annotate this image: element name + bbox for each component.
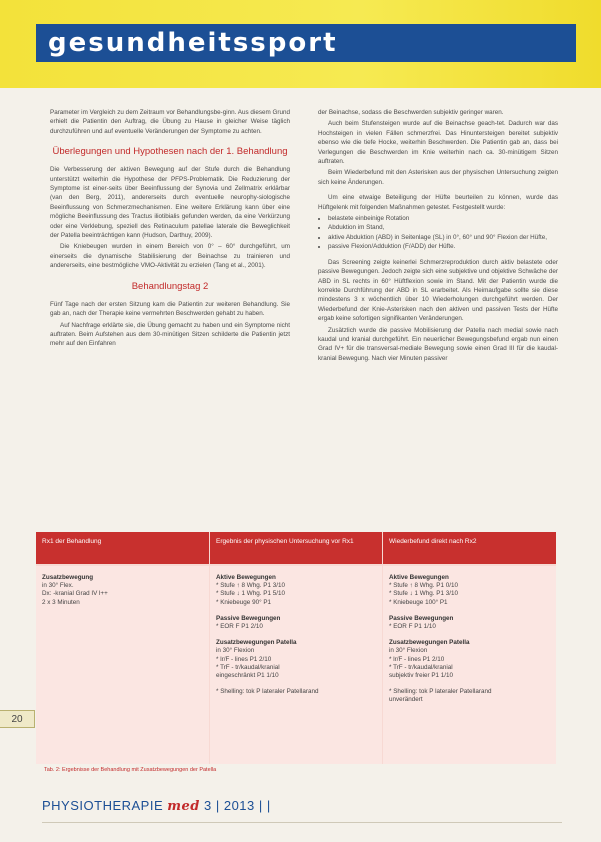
cell-heading: Zusatzbewegungen Patella <box>389 639 470 647</box>
cell-line: 2 x 3 Minuten <box>42 598 80 606</box>
cell-line: * EOR F P1 2/10 <box>216 623 263 631</box>
cell-heading: Passive Bewegungen <box>216 614 281 622</box>
cell-line: in 30° Flexion <box>389 647 428 655</box>
cell-line: * EOR F P1 1/10 <box>389 623 436 631</box>
cell-line: subjektiv freier P1 1/10 <box>389 672 454 680</box>
cell-heading: Zusatzbewegung <box>42 574 94 581</box>
journal-footer <box>42 798 271 814</box>
list-item: • Abduktion im Stand, <box>328 223 558 232</box>
cell-line: * Shelling: tok P lateraler Patellarand <box>216 688 319 696</box>
paragraph: Auch beim Stufensteigen wurde auf die Beinachse geach-tet. Dadurch war das Hochsteigen in vielen Fällen schmerzfrei. Das Hinuntersteigen bereitet subjektiv ebenso wie die tiefe Hocke, weiterhin Beschwerden. Die Patientin gab an, dass bei Verlegungen die Beschwerden im Knie weiterhin nach ca. 30-minütigem Sitzen auftraten. <box>318 120 558 166</box>
results-table <box>36 532 556 764</box>
paragraph: Parameter im Vergleich zu dem Zeitraum vor Behandlungsbe-ginn. Aus diesem Grund erhielt die Patientin den Auftrag, die Übung zu Hause in gleicher Weise täglich durchzuführen und auf eventuelle Veränderungen der Symptome zu achten. <box>50 109 290 135</box>
paragraph: Auf Nachfrage erklärte sie, die Übung gemacht zu haben und ein Symptome nicht auftraten. Beim Aufstehen aus dem 30-minütigen Sitzen schilderte die Patientin jetzt mehr auf den Einfahren <box>50 321 290 348</box>
cell-line: * Stufe ↑ 8 Whg. P1 0/10 <box>389 582 458 590</box>
cell-line: * Kniebeuge 100° P1 <box>389 598 448 606</box>
cell-line <box>389 680 550 688</box>
table-header: Ergebnis der physischen Untersuchung vor Rx1 <box>210 532 382 564</box>
heading-behandlungstag-2: Behandlungstag 2 <box>131 280 209 292</box>
journal-name: PHYSIOTHERAPIE <box>42 798 164 813</box>
table-cell <box>36 566 209 764</box>
paragraph: der Beinachse, sodass die Beschwerden subjektiv geringer waren. <box>318 109 504 116</box>
table-header: Wiederbefund direkt nach Rx2 <box>383 532 556 564</box>
paragraph: Die Verbesserung der aktiven Bewegung auf der Stufe durch die Behandlung unterstützt weiterhin die Hypothese der PFPS-Problematik. Die Reduzierung der Symptome ist einer-seits über Beeinflussung der Synovia und Zellmatrix erklärbar (van den Berg, 2011), andererseits durch eventuelle neurophy-siologische Beeinflussung von Schmerzmechanismen. Eine weitere Erklärung kann über eine mögliche Beeinflussung des Tractus iliotibialis gefunden werden, da eine Verkürzung oder eine Verklebung, speziell des Retinaculum patellae laterale die Beweglichkeit der Patella beeinträchtigen kann (Hudson, Darthuy, 2009). <box>50 166 290 240</box>
cell-heading: Aktive Bewegungen <box>389 574 449 581</box>
heading-hypothesen: Überlegungen und Hypothesen nach der 1. Behandlung <box>52 146 288 158</box>
paragraph: Die Kniebeugen wurden in einem Bereich von 0° – 60° durchgeführt, um einerseits die dynamische Stabilisierung der Beinachse zu trainieren und andererseits, eine bestmögliche VMO-Aktivität zu erzielen (Tang et al., 2001). <box>50 243 290 270</box>
journal-med-logo: med <box>167 799 200 814</box>
cell-line: * Stufe ↓ 1 Whg. P1 3/10 <box>389 590 458 598</box>
cell-line: * Shelling: tok P lateraler Patellarand <box>389 688 492 696</box>
cell-line: * TrF - tr/kaudal/kranial <box>216 663 280 671</box>
table-cell <box>210 566 382 764</box>
journal-issue: 3 | 2013 | | <box>204 798 271 813</box>
cell-line: * lr/F - lines P1 2/10 <box>216 655 272 663</box>
cell-heading: Aktive Bewegungen <box>216 574 276 581</box>
paragraph: Fünf Tage nach der ersten Sitzung kam die Patientin zur weiteren Behandlung. Sie gab an, nach der Therapie keine vermehrten Beschwerden gehabt zu haben. <box>50 300 290 318</box>
table-header: Rx1 der Behandlung <box>36 532 209 564</box>
cell-line: * Stufe ↑ 8 Whg. P1 3/10 <box>216 582 285 590</box>
left-column <box>50 108 290 351</box>
hip-test-list <box>318 214 558 252</box>
list-item: • belastete einbeinige Rotation <box>328 214 558 223</box>
section-title: gesundheitssport <box>48 28 338 58</box>
cell-line: * Stufe ↓ 1 Whg. P1 5/10 <box>216 590 285 598</box>
page-number: 20 <box>0 710 35 728</box>
cell-line: in 30° Flexion <box>216 647 255 655</box>
cell-line: Dx: -kranial Grad IV l++ <box>42 590 108 598</box>
paragraph: Um eine etwaige Beteiligung der Hüfte beurteilen zu können, wurde das Hüftgelenk mit folgenden Maßnahmen getestet. Festgestellt wurde: <box>318 194 558 211</box>
right-column <box>318 108 558 365</box>
cell-heading: Zusatzbewegungen Patella <box>216 639 297 647</box>
table-caption: Tab. 2: Ergebnisse der Behandlung mit Zusatzbewegungen der Patella <box>44 767 217 773</box>
paragraph: Beim Wiederbefund mit den Asterisken aus der physischen Untersuchung zeigten sich keine Änderungen. <box>318 169 558 186</box>
cell-line: unverändert <box>389 696 423 704</box>
paragraph: Zusätzlich wurde die passive Mobilisierung der Patella nach medial sowie nach kaudal und kranial durchgeführt. Ein neuerlicher Bewegungsbefund ergab nun einen Grad IV+ für die transversal-mediale Bewegung sowie einen Grad III für die kaudal-kranial Bewegung. Nach vier Minuten passiver <box>318 326 558 362</box>
cell-heading: Passive Bewegungen <box>389 614 454 622</box>
paragraph: Das Screening zeigte keinerlei Schmerzreproduktion durch aktiv belastete oder passive Bewegungen. Jedoch zeigte sich eine subjektive und objektive Schwäche der ABD in SL rechts in 60° Hüftflexion sowie im Stand. Mit der Patientin wurde die korrekte Durchführung der ABD in SL erarbeitet. Als Heimaufgabe sollte sie diese mindestens 3 x wöchentlich über 10 Wiederholungen durchgeführt werden. Der Wiederbefund der Knie-Asterisken nach den aktiven und passiven Tests der Hüfte ergab keine sofortigen signifikanten Veränderungen. <box>318 258 558 323</box>
table-cell <box>383 566 556 764</box>
cell-line: * TrF - tr/kaudal/kranial <box>389 663 453 671</box>
cell-line <box>216 680 376 688</box>
list-item: • passive Flexion/Adduktion (F/ADD) der Hüfte. <box>328 242 558 251</box>
list-item: • aktive Abduktion (ABD) in Seitenlage (SL) in 0°, 60° und 90° Flexion der Hüfte, <box>328 233 558 242</box>
cell-line: in 30° Flex. <box>42 582 74 590</box>
cell-line: eingeschränkt P1 1/10 <box>216 672 279 680</box>
cell-line: * lr/F - lines P1 2/10 <box>389 655 445 663</box>
footer-divider <box>42 822 562 823</box>
cell-line: * Kniebeuge 90° P1 <box>216 598 272 606</box>
